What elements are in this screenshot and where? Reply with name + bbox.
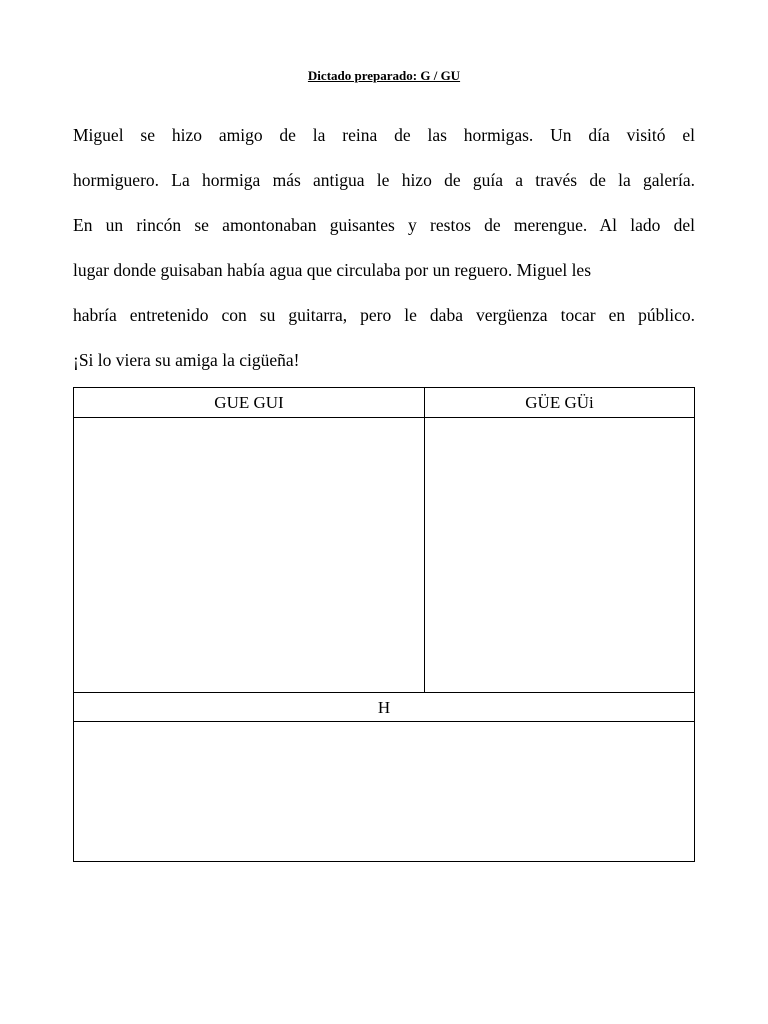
classification-table <box>73 387 695 862</box>
answer-box-gue-gui-dieresis[interactable] <box>425 418 694 693</box>
paragraph-line-6: ¡Si lo viera su amiga la cigüeña! <box>73 350 300 370</box>
answer-box-h[interactable] <box>74 722 694 861</box>
column-header-gue-gui: GUE GUI <box>74 388 425 418</box>
dictation-paragraph <box>73 113 695 383</box>
answer-box-gue-gui[interactable] <box>74 418 425 693</box>
paragraph-line-5: habría entretenido con su guitarra, pero le daba vergüenza tocar en público. <box>73 305 695 325</box>
column-header-gue-gui-dieresis: GÜE GÜi <box>425 388 694 418</box>
row-header-h: H <box>74 692 694 722</box>
paragraph-line-3: En un rincón se amontonaban guisantes y restos de merengue. Al lado del <box>73 215 695 235</box>
paragraph-line-4: lugar donde guisaban había agua que circulaba por un reguero. Miguel les <box>73 260 592 280</box>
paragraph-line-2: hormiguero. La hormiga más antigua le hizo de guía a través de la galería. <box>73 170 695 190</box>
page-title: Dictado preparado: G / GU <box>307 68 461 83</box>
paragraph-line-1: Miguel se hizo amigo de la reina de las hormigas. Un día visitó el <box>73 125 695 145</box>
